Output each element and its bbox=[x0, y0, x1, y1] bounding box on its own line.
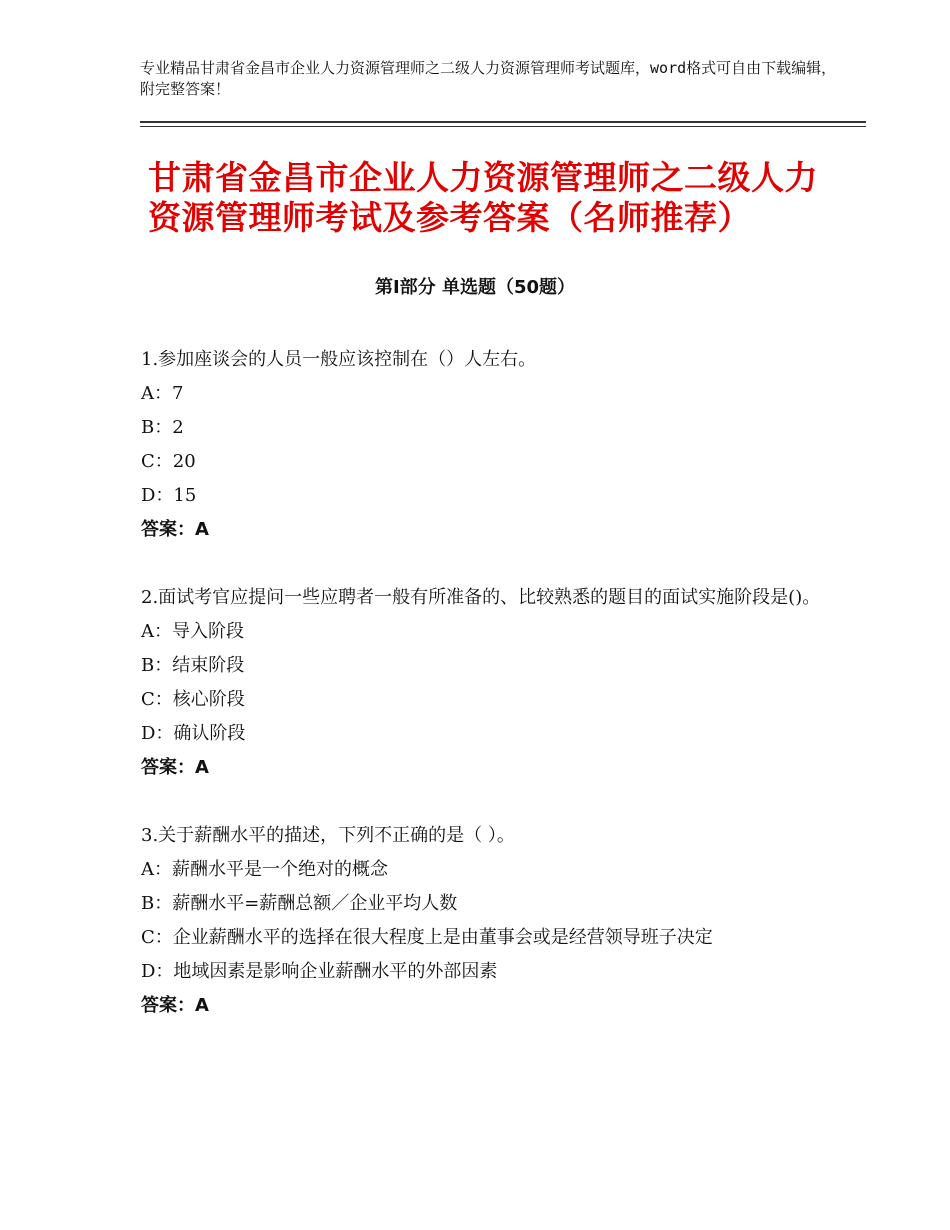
header-note: 专业精品甘肃省金昌市企业人力资源管理师之二级人力资源管理师考试题库，word格式可自由下载编辑，附完整答案！ bbox=[140, 59, 837, 98]
document-title: 甘肃省金昌市企业人力资源管理师之二级人力资源管理师考试及参考答案（名师推荐） bbox=[148, 158, 818, 237]
question-list bbox=[141, 343, 821, 1057]
answer: 答案：A bbox=[141, 519, 209, 540]
header-divider-thin bbox=[140, 126, 866, 127]
answer: 答案：A bbox=[141, 995, 209, 1016]
question-3 bbox=[141, 819, 821, 1023]
question-stem: 3.关于薪酬水平的描述，下列不正确的是（ ）。 bbox=[141, 825, 515, 846]
option-a: A：导入阶段 bbox=[141, 621, 244, 642]
question-stem: 1.参加座谈会的人员一般应该控制在（）人左右。 bbox=[141, 349, 537, 370]
question-2 bbox=[141, 581, 821, 785]
option-a: A：薪酬水平是一个绝对的概念 bbox=[141, 859, 388, 880]
option-c: C：20 bbox=[141, 451, 196, 472]
option-d: D：地域因素是影响企业薪酬水平的外部因素 bbox=[141, 961, 498, 982]
option-c: C：核心阶段 bbox=[141, 689, 245, 710]
question-1 bbox=[141, 343, 821, 547]
header-divider-thick bbox=[140, 121, 866, 123]
option-b: B：2 bbox=[141, 417, 184, 438]
option-a: A：7 bbox=[141, 383, 184, 404]
answer: 答案：A bbox=[141, 757, 209, 778]
option-d: D：15 bbox=[141, 485, 197, 506]
option-b: B：薪酬水平=薪酬总额／企业平均人数 bbox=[141, 893, 458, 914]
question-stem: 2.面试考官应提问一些应聘者一般有所准备的、比较熟悉的题目的面试实施阶段是()。 bbox=[141, 587, 821, 608]
option-d: D：确认阶段 bbox=[141, 723, 246, 744]
section-heading: 第Ⅰ部分 单选题（50题） bbox=[374, 277, 575, 298]
option-b: B：结束阶段 bbox=[141, 655, 245, 676]
option-c: C：企业薪酬水平的选择在很大程度上是由董事会或是经营领导班子决定 bbox=[141, 927, 713, 948]
